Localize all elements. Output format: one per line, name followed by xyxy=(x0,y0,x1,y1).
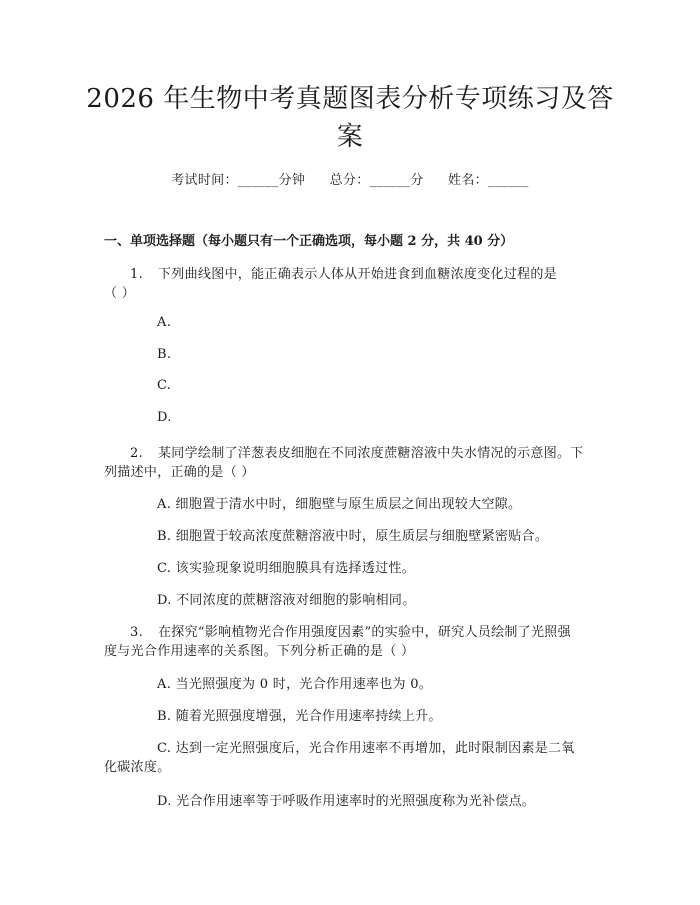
question-1-option-b: B. xyxy=(157,347,172,362)
section-heading: 一、单项选择题（每小题只有一个正确选项，每小题 2 分，共 40 分） xyxy=(104,234,514,249)
question-3-option-c: C. 达到一定光照强度后，光合作用速率不再增加，此时限制因素是二氧 xyxy=(157,741,575,756)
exam-time-field: 考试时间：______分钟 xyxy=(171,173,306,188)
question-2-option-b: B. 细胞置于较高浓度蔗糖溶液中时，原生质层与细胞壁紧密贴合。 xyxy=(157,529,549,544)
exam-meta xyxy=(0,169,700,188)
question-3-stem: 3. 在探究“影响植物光合作用强度因素”的实验中，研究人员绘制了光照强 xyxy=(130,625,571,640)
page-title xyxy=(80,80,620,156)
question-1-option-d: D. xyxy=(157,410,172,425)
student-name-field: 姓名：______ xyxy=(448,173,529,188)
question-3-option-a: A. 当光照强度为 0 时，光合作用速率也为 0。 xyxy=(157,677,433,692)
question-1-stem-cont: （ ） xyxy=(104,286,136,301)
question-2-stem-cont: 列描述中，正确的是（ ） xyxy=(104,465,255,480)
question-3-option-d: D. 光合作用速率等于呼吸作用速率时的光照强度称为光补偿点。 xyxy=(157,794,536,809)
question-number: 3. xyxy=(130,625,144,640)
question-1-stem: 1. 下列曲线图中，能正确表示人体从开始进食到血糖浓度变化过程的是 xyxy=(130,267,558,282)
question-1-option-a: A. xyxy=(157,315,172,330)
question-2-option-c: C. 该实验现象说明细胞膜具有选择透过性。 xyxy=(157,561,416,576)
total-score-field: 总分：______分 xyxy=(329,173,424,188)
question-3-option-c-cont: 化碳浓度。 xyxy=(104,760,171,775)
question-2-option-d: D. 不同浓度的蔗糖溶液对细胞的影响相同。 xyxy=(157,593,416,608)
title-line-2: 案 xyxy=(336,122,364,152)
title-line-1: 2026 年生物中考真题图表分析专项练习及答 xyxy=(86,84,614,114)
question-1-option-c: C. xyxy=(157,378,172,393)
question-number: 2. xyxy=(130,446,144,461)
question-3-stem-cont: 度与光合作用速率的关系图。下列分析正确的是（ ） xyxy=(104,644,415,659)
question-number: 1. xyxy=(130,267,144,282)
question-2-option-a: A. 细胞置于清水中时，细胞壁与原生质层之间出现较大空隙。 xyxy=(157,497,522,512)
question-3-option-b: B. 随着光照强度增强，光合作用速率持续上升。 xyxy=(157,709,442,724)
question-2-stem: 2. 某同学绘制了洋葱表皮细胞在不同浓度蔗糖溶液中失水情况的示意图。下 xyxy=(130,446,584,461)
